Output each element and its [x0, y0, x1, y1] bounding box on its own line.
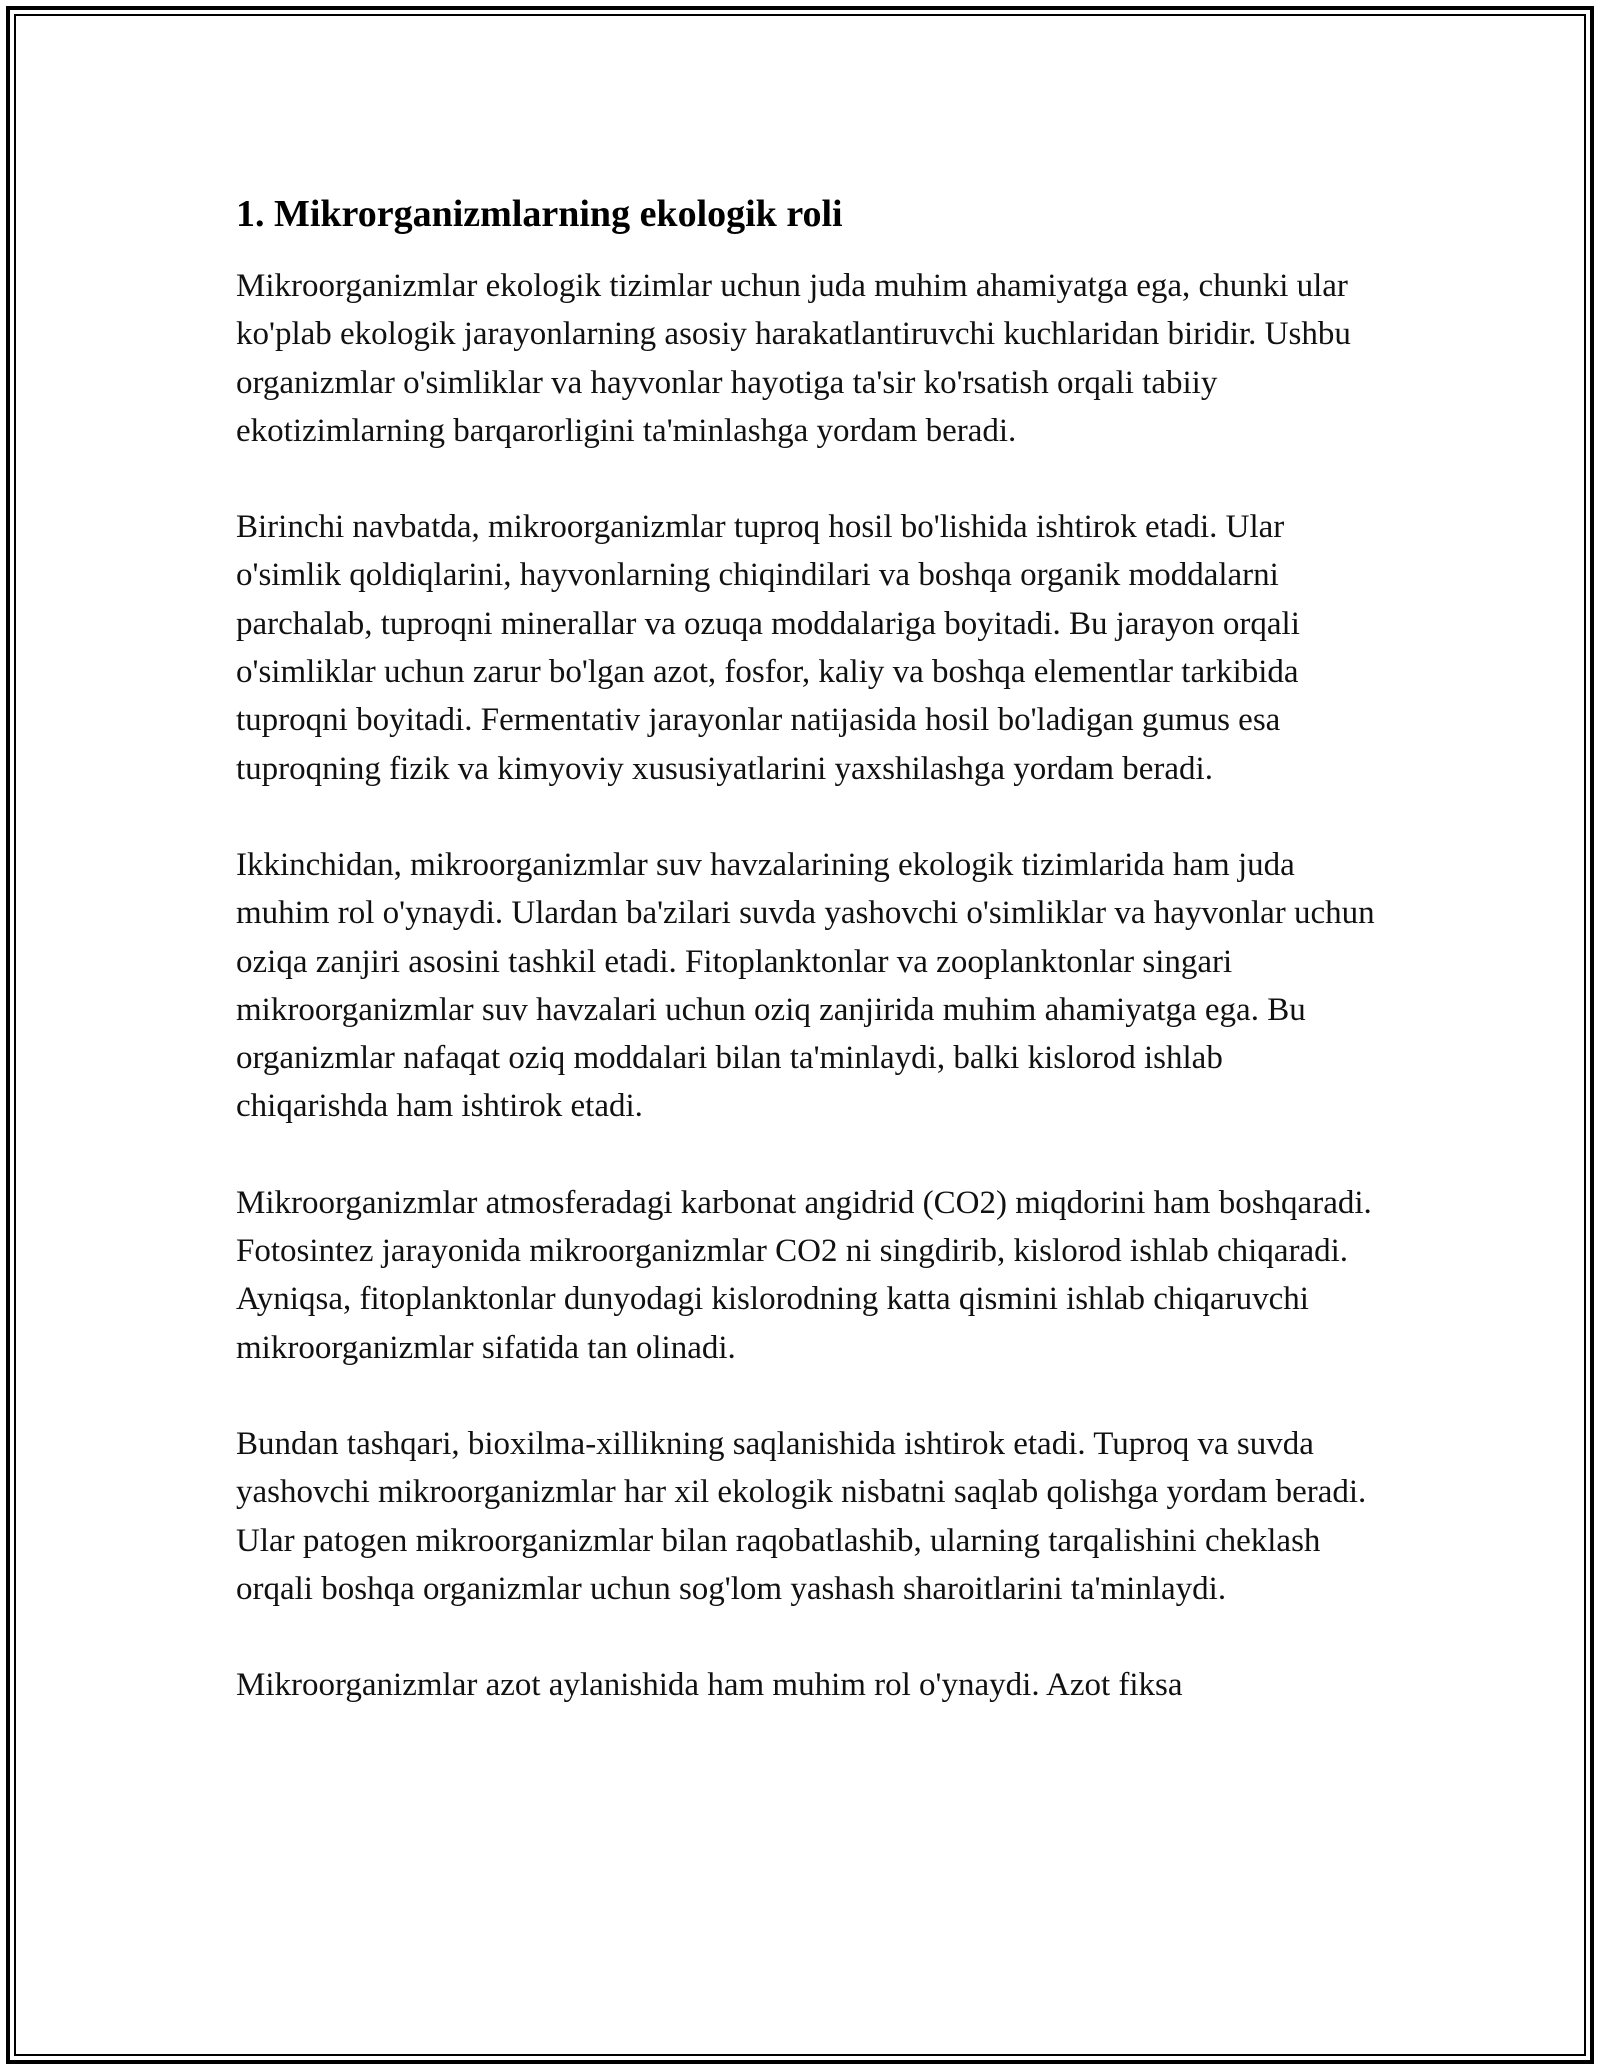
paragraph-water: Ikkinchidan, mikroorganizmlar suv havzalarining ekologik tizimlarida ham juda muhim rol o'ynaydi. Ulardan ba'zilari suvda yashovchi o'simliklar va hayvonlar uchun oziqa zanjiri asosini tashkil etadi. Fitoplanktonlar va zooplanktonlar singari mikroorganizmlar suv havzalari uchun oziq zanjirida muhim ahamiyatga ega. Bu organizmlar nafaqat oziq moddalari bilan ta'minlaydi, balki kislorod ishlab chiqarishda ham ishtirok etadi.: [236, 846, 1375, 1125]
document-body: [236, 190, 1376, 1709]
paragraph-nitrogen: Mikroorganizmlar azot aylanishida ham muhim rol o'ynaydi. Azot fiksa: [236, 1667, 1183, 1704]
paragraph-co2: Mikroorganizmlar atmosferadagi karbonat angidrid (CO2) miqdorini ham boshqaradi. Fotosintez jarayonida mikroorganizmlar CO2 ni singdirib, kislorod ishlab chiqaradi. Ayniqsa, fitoplanktonlar dunyodagi kislorodning katta qismini ishlab chiqaruvchi mikroorganizmlar sifatida tan olinadi.: [236, 1184, 1372, 1366]
paragraph-biodiversity: Bundan tashqari, bioxilma-xillikning saqlanishida ishtirok etadi. Tuproq va suvda yashovchi mikroorganizmlar har xil ekologik nisbatni saqlab qolishga yordam beradi. Ular patogen mikroorganizmlar bilan raqobatlashib, ularning tarqalishini cheklash orqali boshqa organizmlar uchun sog'lom yashash sharoitlarini ta'minlaydi.: [236, 1425, 1367, 1607]
paragraph-soil: Birinchi navbatda, mikroorganizmlar tuproq hosil bo'lishida ishtirok etadi. Ular o'simlik qoldiqlarini, hayvonlarning chiqindilari va boshqa organik moddalarni parchalab, tuproqni minerallar va ozuqa moddalariga boyitadi. Bu jarayon orqali o'simliklar uchun zarur bo'lgan azot, fosfor, kaliy va boshqa elementlar tarkibida tuproqni boyitadi. Fermentativ jarayonlar natijasida hosil bo'ladigan gumus esa tuproqning fizik va kimyoviy xususiyatlarini yaxshilashga yordam beradi.: [236, 509, 1300, 787]
section-heading: 1. Mikrorganizmlarning ekologik roli: [236, 193, 843, 235]
paragraph-intro: Mikroorganizmlar ekologik tizimlar uchun juda muhim ahamiyatga ega, chunki ular ko'plab ekologik jarayonlarning asosiy harakatlantiruvchi kuchlaridan biridir. Ushbu organizmlar o'simliklar va hayvonlar hayotiga ta'sir ko'rsatish orqali tabiiy ekotizimlarning barqarorligini ta'minlashga yordam beradi.: [236, 268, 1351, 449]
